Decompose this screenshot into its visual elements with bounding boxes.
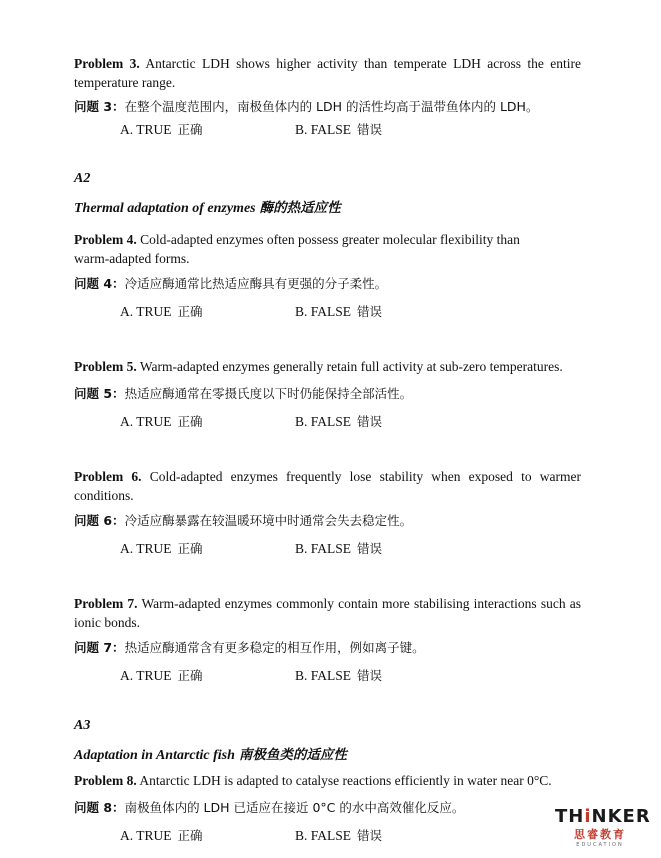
option-true-label: A. TRUE <box>120 828 172 843</box>
problem-text: Warm-adapted enzymes generally retain full activity at sub-zero temperatures. <box>136 359 563 374</box>
problem-cn-text: 南极鱼体内的 LDH 已适应在接近 0°C 的水中高效催化反应。 <box>124 800 465 815</box>
problem-cn-label: 问题 3： <box>74 99 125 114</box>
option-true[interactable] <box>120 120 203 138</box>
thinker-logo <box>555 806 651 848</box>
option-true-cn: 正确 <box>177 122 203 137</box>
option-false-cn: 错误 <box>357 541 383 556</box>
problem-7-cn <box>74 638 581 657</box>
logo-part: TH <box>555 806 585 827</box>
option-true-cn: 正确 <box>177 414 203 429</box>
option-false[interactable] <box>295 412 382 430</box>
option-false-label: B. FALSE <box>295 122 352 137</box>
option-true[interactable] <box>120 412 203 430</box>
option-true[interactable] <box>120 826 203 844</box>
problem-number: Problem 7. <box>74 596 138 611</box>
logo-cn: 思睿教育 <box>574 828 626 841</box>
logo-en: EDUCATION <box>576 842 624 848</box>
section-title-en: Adaptation in Antarctic fish <box>74 748 235 763</box>
option-false-label: B. FALSE <box>295 828 352 843</box>
option-false[interactable] <box>295 826 382 844</box>
option-true[interactable] <box>120 666 203 684</box>
problem-cn-label: 问题 6： <box>74 513 125 528</box>
option-false-label: B. FALSE <box>295 414 352 429</box>
problem-4-cn <box>74 274 581 293</box>
problem-text: Cold-adapted enzymes frequently lose stability when exposed to warmer conditions. <box>74 469 581 503</box>
problem-number: Problem 3. <box>74 56 140 71</box>
problem-3-en <box>74 54 581 92</box>
problem-number: Problem 8. <box>74 773 137 788</box>
problem-cn-label: 问题 4： <box>74 276 125 291</box>
option-true-cn: 正确 <box>177 668 203 683</box>
section-id-a2: A2 <box>74 171 91 186</box>
problem-6-en <box>74 467 581 505</box>
section-title-a2 <box>74 196 341 217</box>
logo-part: i <box>584 806 592 827</box>
option-true-label: A. TRUE <box>120 414 172 429</box>
problem-text: Cold-adapted enzymes often possess greater molecular flexibility than warm-adapted forms. <box>74 232 520 266</box>
problem-cn-label: 问题 5： <box>74 386 125 401</box>
problem-cn-label: 问题 7： <box>74 640 125 655</box>
section-title-a3 <box>74 743 347 764</box>
option-false[interactable] <box>295 666 382 684</box>
option-false[interactable] <box>295 120 382 138</box>
problem-cn-text: 冷适应酶通常比热适应酶具有更强的分子柔性。 <box>124 276 388 291</box>
option-true-cn: 正确 <box>177 828 203 843</box>
problem-6-cn <box>74 511 581 530</box>
option-false-cn: 错误 <box>357 668 383 683</box>
logo-part: NKER <box>591 806 651 827</box>
option-false[interactable] <box>295 302 382 320</box>
option-true[interactable] <box>120 539 203 557</box>
problem-8-cn <box>74 798 544 817</box>
problem-7-en <box>74 594 581 632</box>
problem-cn-label: 问题 8： <box>74 800 125 815</box>
option-false-cn: 错误 <box>357 304 383 319</box>
option-true-label: A. TRUE <box>120 668 172 683</box>
problem-3-cn <box>74 97 581 116</box>
problem-8-en <box>74 771 581 790</box>
problem-number: Problem 5. <box>74 359 137 374</box>
option-false-cn: 错误 <box>357 828 383 843</box>
option-true-label: A. TRUE <box>120 304 172 319</box>
option-false-label: B. FALSE <box>295 304 352 319</box>
problem-4-en <box>74 230 534 268</box>
problem-cn-text: 热适应酶通常含有更多稳定的相互作用，例如离子键。 <box>124 640 425 655</box>
option-true-label: A. TRUE <box>120 541 172 556</box>
problem-number: Problem 4. <box>74 232 137 247</box>
problem-5-en <box>74 357 581 376</box>
option-false-cn: 错误 <box>357 122 383 137</box>
option-true-label: A. TRUE <box>120 122 172 137</box>
option-true-cn: 正确 <box>177 304 203 319</box>
problem-5-cn <box>74 384 581 403</box>
problem-cn-text: 热适应酶通常在零摄氏度以下时仍能保持全部活性。 <box>124 386 413 401</box>
option-false-label: B. FALSE <box>295 541 352 556</box>
option-false-label: B. FALSE <box>295 668 352 683</box>
problem-number: Problem 6. <box>74 469 142 484</box>
problem-text: Antarctic LDH is adapted to catalyse reactions efficiently in water near 0°C. <box>136 773 552 788</box>
logo-wordmark <box>555 806 651 827</box>
section-title-cn: 酶的热适应性 <box>259 200 341 216</box>
option-false-cn: 错误 <box>357 414 383 429</box>
section-title-en: Thermal adaptation of enzymes <box>74 201 256 216</box>
option-true-cn: 正确 <box>177 541 203 556</box>
section-title-cn: 南极鱼类的适应性 <box>238 747 347 763</box>
option-true[interactable] <box>120 302 203 320</box>
option-false[interactable] <box>295 539 382 557</box>
problem-cn-text: 在整个温度范围内，南极鱼体内的 LDH 的活性均高于温带鱼体内的 LDH。 <box>124 99 539 114</box>
problem-text: Antarctic LDH shows higher activity than temperate LDH across the entire temperature range. <box>74 56 581 90</box>
problem-cn-text: 冷适应酶暴露在较温暖环境中时通常会失去稳定性。 <box>124 513 413 528</box>
section-id-a3: A3 <box>74 718 91 733</box>
problem-text: Warm-adapted enzymes commonly contain more stabilising interactions such as ionic bonds. <box>74 596 581 630</box>
